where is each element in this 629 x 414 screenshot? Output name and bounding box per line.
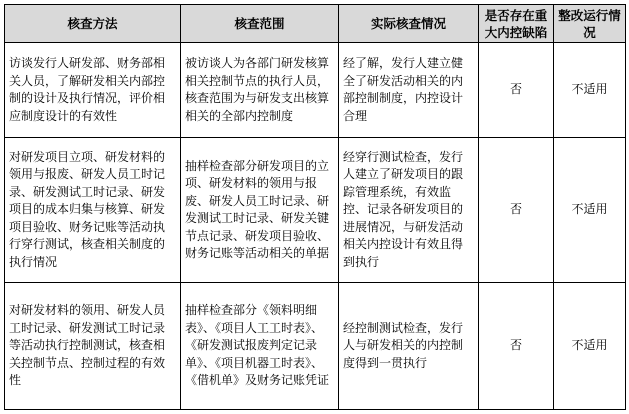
rectify-cell: 不适用 — [554, 138, 626, 283]
defect-cell: 否 — [479, 43, 554, 138]
header-defect: 是否存在重大内控缺陷 — [479, 5, 554, 43]
result-cell: 经控制测试检查，发行人与研发相关的内控制度得到一贯执行 — [339, 283, 479, 410]
header-result: 实际核查情况 — [339, 5, 479, 43]
header-method: 核查方法 — [5, 5, 181, 43]
table-row — [5, 43, 626, 138]
method-cell: 对研发项目立项、研发材料的领用与报废、研发人员工时记录、研发测试工时记录、研发项目的成本归集与核算、研发项目验收、财务记账等活动执行穿行测试，核查相关制度的执行情况 — [5, 138, 181, 283]
header-scope: 核查范围 — [181, 5, 339, 43]
method-cell: 访谈发行人研发部、财务部相关人员，了解研发相关内部控制的设计及执行情况，评价相应制度设计的有效性 — [5, 43, 181, 138]
rectify-cell: 不适用 — [554, 283, 626, 410]
defect-cell: 否 — [479, 138, 554, 283]
table-row — [5, 138, 626, 283]
scope-cell: 被访谈人为各部门研发核算相关控制节点的执行人员，核查范围为与研发支出核算相关的全部内控制度 — [181, 43, 339, 138]
rectify-cell: 不适用 — [554, 43, 626, 138]
header-rectify: 整改运行情况 — [554, 5, 626, 43]
header-row — [5, 5, 626, 43]
table-row — [5, 283, 626, 410]
method-cell: 对研发材料的领用、研发人员工时记录、研发测试工时记录等活动执行控制测试，核查相关控制节点、控制过程的有效性 — [5, 283, 181, 410]
scope-cell: 抽样检查部分《领料明细表》、《项目人工工时表》、《研发测试报废判定记录单》、《项目机器工时表》、《借机单》及财务记账凭证 — [181, 283, 339, 410]
audit-table — [4, 4, 626, 410]
scope-cell: 抽样检查部分研发项目的立项、研发材料的领用与报废、研发人员工时记录、研发测试工时记录、研发关键节点记录、研发项目验收、财务记账等活动相关的单据 — [181, 138, 339, 283]
defect-cell: 否 — [479, 283, 554, 410]
result-cell: 经了解，发行人建立健全了研发活动相关的内部控制制度，内控设计合理 — [339, 43, 479, 138]
result-cell: 经穿行测试检查，发行人建立了研发项目的跟踪管理系统，有效监控、记录各研发项目的进展情况，与研发活动相关内控设计有效且得到执行 — [339, 138, 479, 283]
